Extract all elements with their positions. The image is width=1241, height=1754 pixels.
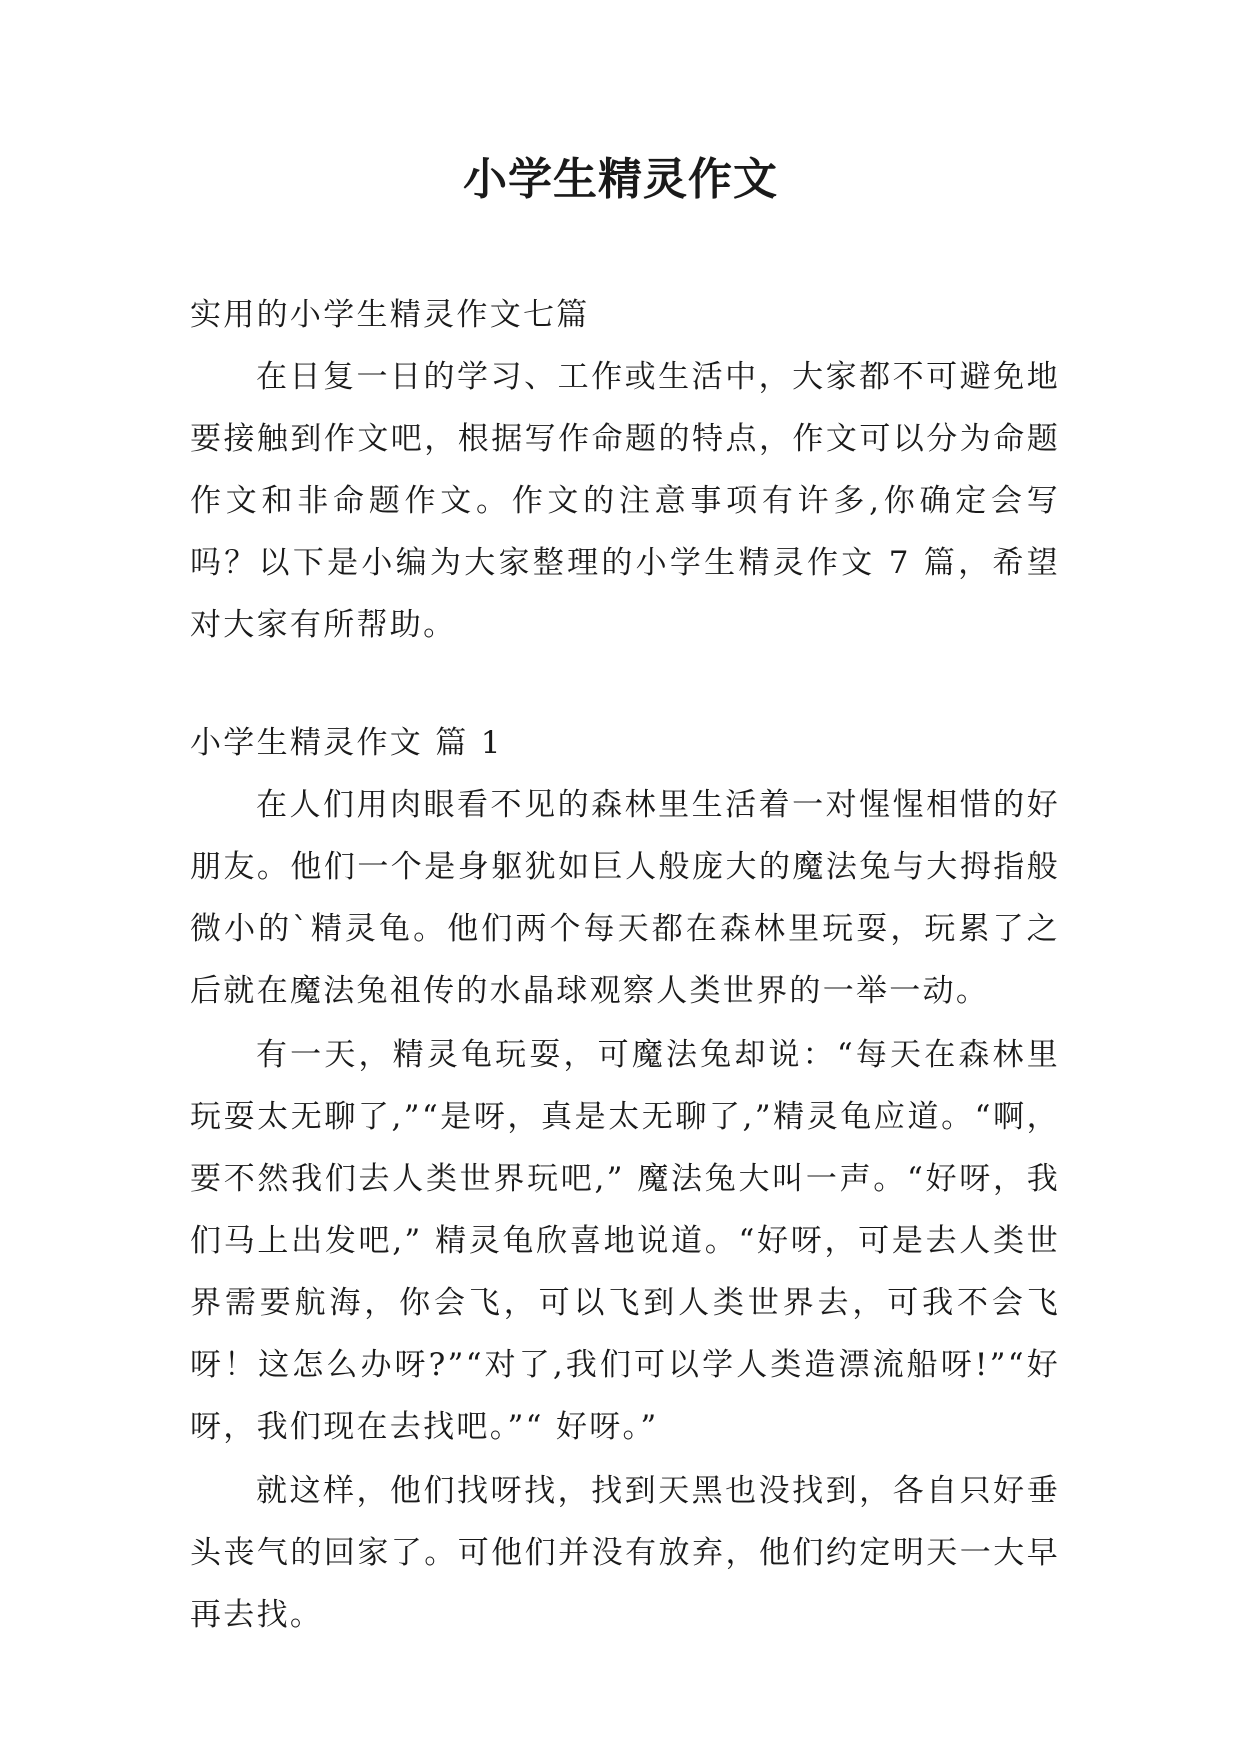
document-subtitle: 实用的小学生精灵作文七篇 <box>190 297 590 333</box>
body-paragraph: 就这样，他们找呀找，找到天黑也没找到，各自只好垂头丧气的回家了。可他们并没有放弃，他们约定明天一大早再去找。 <box>190 1473 1060 1633</box>
body-paragraph: 在人们用肉眼看不见的森林里生活着一对惺惺相惜的好朋友。他们一个是身躯犹如巨人般庞大的魔法兔与大拇指般微小的`精灵龟。他们两个每天都在森林里玩耍，玩累了之后就在魔法兔祖传的水晶球观察人类世界的一举一动。 <box>190 787 1060 1009</box>
body-paragraph: 有一天，精灵龟玩耍，可魔法兔却说：“每天在森林里玩耍太无聊了,”“是呀，真是太无聊了,”精灵龟应道。“啊，要不然我们去人类世界玩吧,” 魔法兔大叫一声。“好呀，我们马上出发吧,” 精灵龟欣喜地说道。“好呀，可是去人类世界需要航海，你会飞，可以飞到人类世界去，可我不会飞呀！这怎么办呀?”“对了,我们可以学人类造漂流船呀!”“好呀，我们现在去找吧。”“ 好呀。” <box>190 1037 1060 1445</box>
section-heading: 小学生精灵作文 篇 1 <box>190 725 503 761</box>
document-body <box>190 284 1060 1646</box>
intro-paragraph: 在日复一日的学习、工作或生活中，大家都不可避免地要接触到作文吧，根据写作命题的特点，作文可以分为命题作文和非命题作文。作文的注意事项有许多,你确定会写吗？以下是小编为大家整理的小学生精灵作文 7 篇，希望对大家有所帮助。 <box>190 359 1060 643</box>
document-title: 小学生精灵作文 <box>463 154 778 205</box>
section-spacer <box>190 656 1060 712</box>
